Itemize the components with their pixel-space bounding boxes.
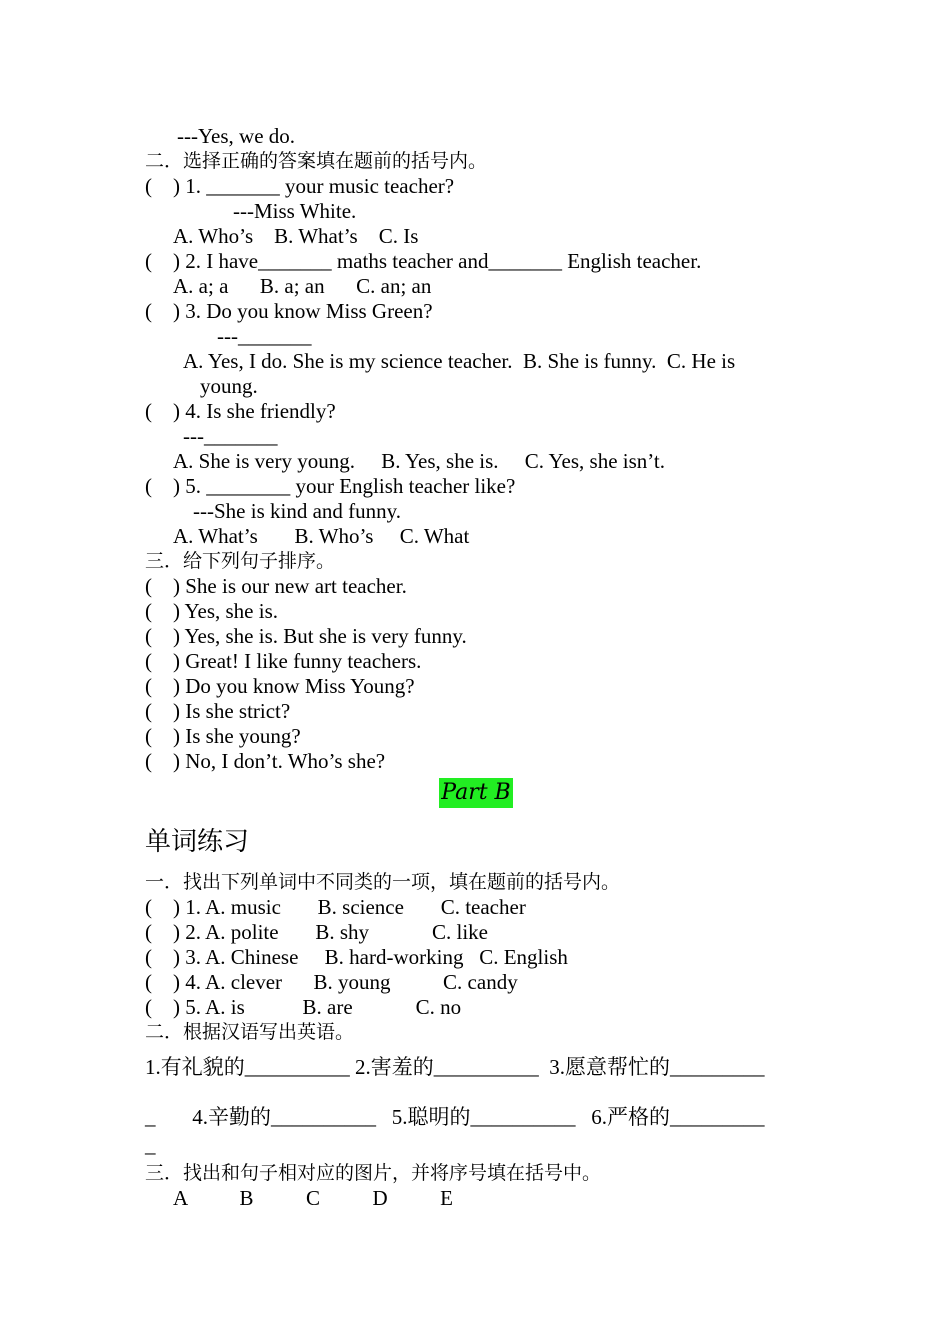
sort-sentence-4: ( ) Great! I like funny teachers. xyxy=(145,649,422,673)
question-4-options: A. She is very young. B. Yes, she is. C. Yes, she isn’t. xyxy=(173,449,666,473)
part-b-label: Part B xyxy=(439,778,512,808)
worksheet-page xyxy=(145,124,807,1211)
word-heading-1: 一．找出下列单词中不同类的一项，填在题前的括号内。 xyxy=(145,871,621,893)
question-5: ( ) 5. ________ your English teacher like? xyxy=(145,474,516,498)
word-item-1: ( ) 1. A. music B. science C. teacher xyxy=(145,895,526,919)
sort-sentence-7: ( ) Is she young? xyxy=(145,724,301,748)
sort-sentence-2: ( ) Yes, she is. xyxy=(145,599,279,623)
word-item-3: ( ) 3. A. Chinese B. hard-working C. English xyxy=(145,945,568,969)
question-2: ( ) 2. I have_______ maths teacher and_______ English teacher. xyxy=(145,249,702,273)
translate-row-2: _ 4.辛勤的__________ 5.聪明的__________ 6.严格的_________ xyxy=(145,1105,765,1129)
sort-sentence-8: ( ) No, I don’t. Who’s she? xyxy=(145,749,386,773)
question-1-answer: ---Miss White. xyxy=(233,199,357,223)
question-3: ( ) 3. Do you know Miss Green? xyxy=(145,299,433,323)
sort-sentence-1: ( ) She is our new art teacher. xyxy=(145,574,407,598)
question-3-options-cont: young. xyxy=(200,374,258,398)
word-item-5: ( ) 5. A. is B. are C. no xyxy=(145,995,462,1019)
section-title: 单词练习 xyxy=(145,827,250,857)
translate-row-3: _ xyxy=(145,1133,156,1157)
question-5-answer: ---She is kind and funny. xyxy=(193,499,402,523)
question-4: ( ) 4. Is she friendly? xyxy=(145,399,336,423)
question-1-options: A. Who’s B. What’s C. Is xyxy=(173,224,419,248)
word-heading-2: 二．根据汉语写出英语。 xyxy=(145,1021,355,1043)
answer-line: ---Yes, we do. xyxy=(177,124,296,148)
part-b-banner xyxy=(145,778,807,818)
section-heading-2: 二．选择正确的答案填在题前的括号内。 xyxy=(145,150,488,172)
question-3-options: A. Yes, I do. She is my science teacher. B. She is funny. C. He is xyxy=(183,349,736,373)
sort-sentence-3: ( ) Yes, she is. But she is very funny. xyxy=(145,624,467,648)
question-5-options: A. What’s B. Who’s C. What xyxy=(173,524,470,548)
question-1: ( ) 1. _______ your music teacher? xyxy=(145,174,455,198)
word-heading-3: 三．找出和句子相对应的图片，并将序号填在括号中。 xyxy=(145,1162,602,1184)
question-3-answer: ---_______ xyxy=(217,324,312,348)
translate-row-1: 1.有礼貌的__________ 2.害羞的__________ 3.愿意帮忙的_________ xyxy=(145,1055,765,1079)
question-4-answer: ---_______ xyxy=(183,424,278,448)
word-item-2: ( ) 2. A. polite B. shy C. like xyxy=(145,920,488,944)
section-heading-3: 三．给下列句子排序。 xyxy=(145,550,336,572)
sort-sentence-6: ( ) Is she strict? xyxy=(145,699,291,723)
word-item-4: ( ) 4. A. clever B. young C. candy xyxy=(145,970,518,994)
picture-letters: A B C D E xyxy=(173,1186,454,1210)
question-2-options: A. a; a B. a; an C. an; an xyxy=(173,274,432,298)
sort-sentence-5: ( ) Do you know Miss Young? xyxy=(145,674,415,698)
